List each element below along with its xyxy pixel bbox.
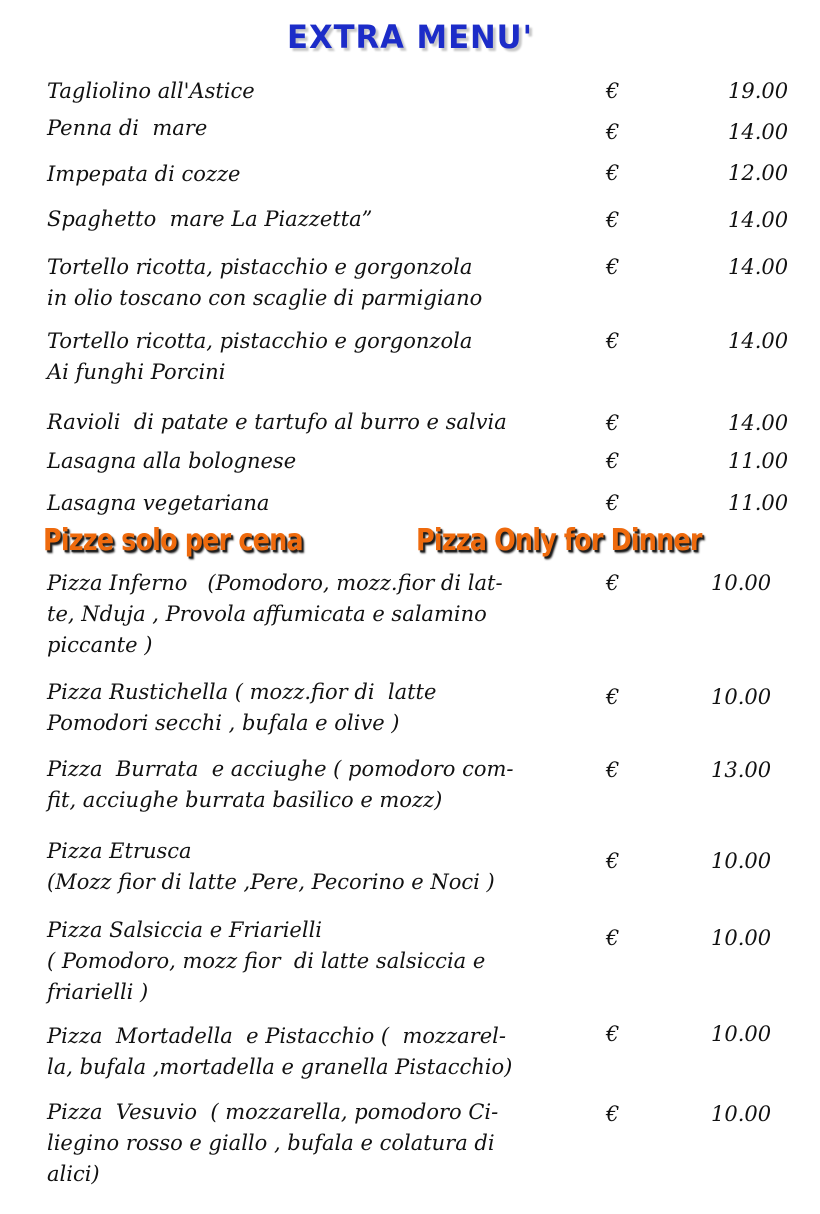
- menu-item-name: Penna di mare: [47, 116, 208, 140]
- currency-symbol: €: [606, 255, 620, 279]
- currency-symbol: €: [606, 491, 620, 515]
- menu-item-price: 14.00: [728, 255, 789, 279]
- pizza-item-name: Pizza Rustichella ( mozz.fior di latte Pomodori secchi , bufala e olive ): [47, 680, 437, 735]
- pizza-item-name: Pizza Etrusca (Mozz fior di latte ,Pere, Pecorino e Noci ): [47, 839, 495, 894]
- currency-symbol: €: [606, 79, 620, 103]
- currency-symbol: €: [606, 208, 620, 232]
- menu-item-price: 11.00: [728, 449, 789, 473]
- pizza-item-price: 10.00: [711, 1022, 772, 1046]
- menu-item-name: Lasagna vegetariana: [47, 491, 270, 515]
- menu-item-name: Tortello ricotta, pistacchio e gorgonzola in olio toscano con scaglie di parmigiano: [47, 255, 483, 310]
- pizza-item-name: Pizza Mortadella e Pistacchio ( mozzarel- la, bufala ,mortadella e granella Pistacchio): [47, 1024, 513, 1079]
- pizza-item-name: Pizza Salsiccia e Friarielli ( Pomodoro, mozz fior di latte salsiccia e friarielli ): [47, 918, 486, 1004]
- pizza-item-name: Pizza Inferno (Pomodoro, mozz.fior di lat- te, Nduja , Provola affumicata e salamino piccante ): [47, 571, 503, 657]
- currency-symbol: €: [606, 120, 620, 144]
- currency-symbol: €: [606, 329, 620, 353]
- page-title: EXTRA MENU': [287, 18, 533, 56]
- currency-symbol: €: [606, 685, 620, 709]
- currency-symbol: €: [606, 161, 620, 185]
- menu-item-price: 12.00: [728, 161, 789, 185]
- menu-item-price: 11.00: [728, 491, 789, 515]
- menu-item-name: Spaghetto mare La Piazzetta”: [47, 207, 373, 231]
- menu-item-name: Tortello ricotta, pistacchio e gorgonzola Ai funghi Porcini: [47, 329, 473, 384]
- menu-item-name: Tagliolino all'Astice: [47, 79, 255, 103]
- currency-symbol: €: [606, 758, 620, 782]
- section-heading-english: Pizza Only for Dinner: [416, 523, 702, 558]
- menu-item-price: 14.00: [728, 329, 789, 353]
- currency-symbol: €: [606, 571, 620, 595]
- menu-item-price: 19.00: [728, 79, 789, 103]
- currency-symbol: €: [606, 926, 620, 950]
- pizza-item-price: 10.00: [711, 1102, 772, 1126]
- menu-item-name: Ravioli di patate e tartufo al burro e salvia: [47, 410, 507, 434]
- pizza-item-name: Pizza Burrata e acciughe ( pomodoro com- fit, acciughe burrata basilico e mozz): [47, 757, 514, 812]
- pizza-item-price: 10.00: [711, 849, 772, 873]
- menu-item-price: 14.00: [728, 208, 789, 232]
- menu-item-price: 14.00: [728, 411, 789, 435]
- menu-item-name: Lasagna alla bolognese: [47, 449, 297, 473]
- currency-symbol: €: [606, 1102, 620, 1126]
- currency-symbol: €: [606, 1022, 620, 1046]
- menu-item-name: Impepata di cozze: [47, 162, 241, 186]
- currency-symbol: €: [606, 411, 620, 435]
- currency-symbol: €: [606, 449, 620, 473]
- pizza-item-price: 13.00: [711, 758, 772, 782]
- menu-item-price: 14.00: [728, 120, 789, 144]
- pizza-item-price: 10.00: [711, 926, 772, 950]
- pizza-item-price: 10.00: [711, 685, 772, 709]
- pizza-item-name: Pizza Vesuvio ( mozzarella, pomodoro Ci- liegino rosso e giallo , bufala e colatura di alici): [47, 1100, 499, 1186]
- section-heading-italian: Pizze solo per cena: [43, 523, 303, 558]
- pizza-item-price: 10.00: [711, 571, 772, 595]
- currency-symbol: €: [606, 849, 620, 873]
